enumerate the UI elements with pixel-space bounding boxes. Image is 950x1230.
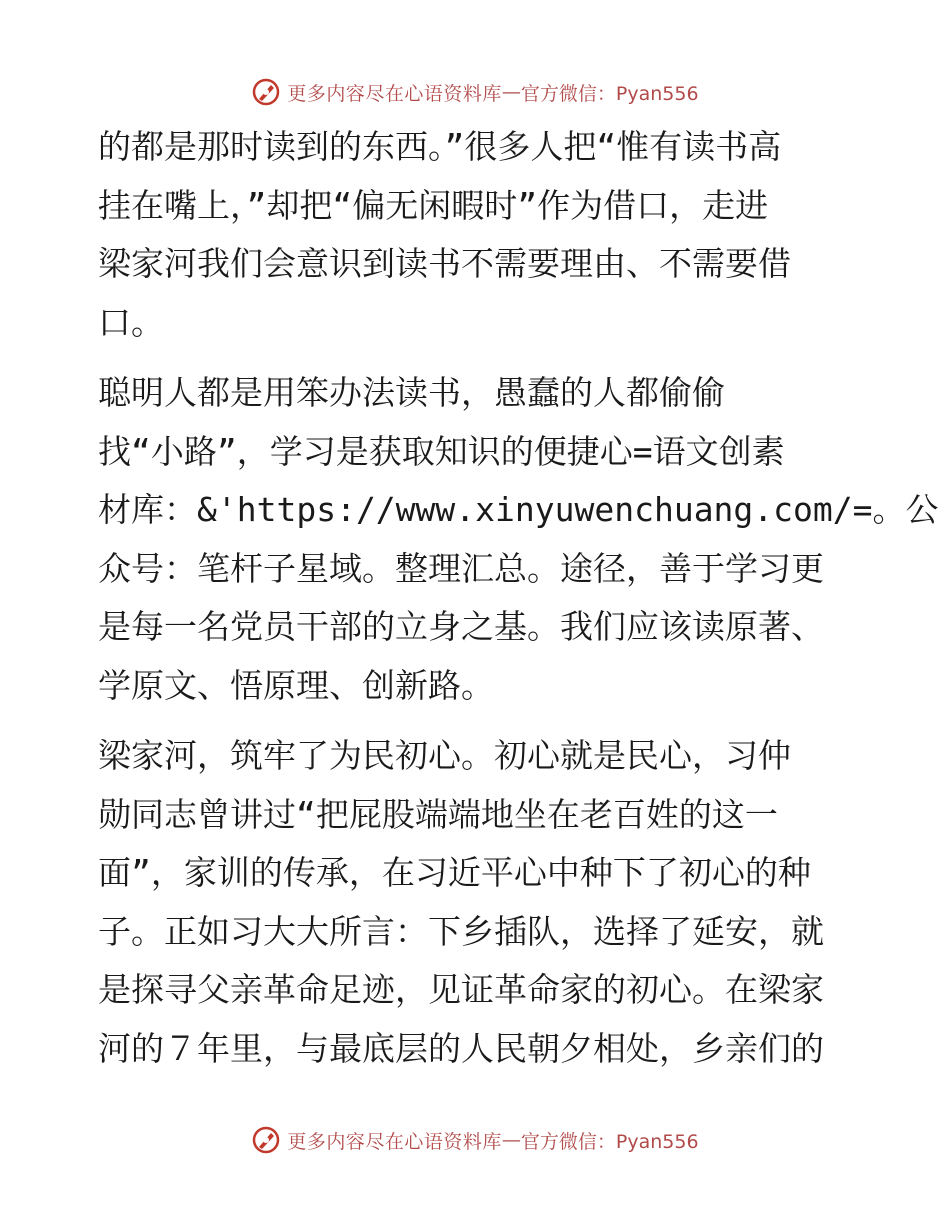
footer-banner-separator: — bbox=[501, 1129, 521, 1151]
text-line: 挂在嘴上，”却把“偏无闲暇时”作为借口，走进 bbox=[98, 185, 769, 225]
text-line: 找“小路”，学习是获取知识的便捷心=语文创素 bbox=[98, 431, 785, 471]
header-wechat-text: 官方微信：Pyan556 bbox=[520, 82, 699, 105]
header-banner-separator: — bbox=[501, 81, 521, 103]
footer-banner-text: 更多内容尽在心语资料库 bbox=[287, 1130, 502, 1153]
footer-banner bbox=[0, 1120, 950, 1160]
paragraph bbox=[98, 364, 939, 715]
text-line: 的都是那时读到的东西。”很多人把“惟有读书高 bbox=[98, 127, 782, 166]
header-banner-text: 更多内容尽在心语资料库 bbox=[287, 82, 502, 105]
text-line: 面”，家训的传承，在习近平心中种下了初心的种 bbox=[98, 853, 811, 892]
text-line: 子。正如习大大所言：下乡插队，选择了延安，就 bbox=[98, 911, 824, 951]
text-line: 口。 bbox=[98, 302, 164, 342]
text-line: 是每一名党员干部的立身之基。我们应该读原著、 bbox=[98, 607, 824, 646]
text-line: 聪明人都是用笨办法读书，愚蠢的人都偷偷 bbox=[98, 373, 725, 412]
text-line: 梁家河，筑牢了为民初心。初心就是民心，习仲 bbox=[98, 736, 791, 775]
text-line: 梁家河我们会意识到读书不需要理由、不需要借 bbox=[98, 244, 791, 283]
paragraph bbox=[98, 727, 858, 1078]
text-line: 河的７年里，与最底层的人民朝夕相处，乡亲们的 bbox=[98, 1028, 824, 1068]
paragraph bbox=[98, 118, 858, 352]
footer-wechat-text: 官方微信：Pyan556 bbox=[520, 1130, 699, 1153]
pen-logo-icon bbox=[251, 77, 281, 107]
text-line: 是探寻父亲革命足迹，见证革命家的初心。在梁家 bbox=[98, 970, 824, 1009]
text-line: 学原文、悟原理、创新路。 bbox=[98, 665, 494, 705]
header-banner bbox=[0, 72, 950, 112]
text-line: 材库：&'https://www.xinyuwenchuang.com/=。公 bbox=[98, 490, 939, 529]
document-body bbox=[98, 118, 939, 1078]
pen-logo-icon bbox=[251, 1125, 281, 1155]
text-line: 勋同志曾讲过“把屁股端端地坐在老百姓的这一 bbox=[98, 794, 778, 834]
text-line: 众号：笔杆子星域。整理汇总。途径，善于学习更 bbox=[98, 548, 824, 588]
